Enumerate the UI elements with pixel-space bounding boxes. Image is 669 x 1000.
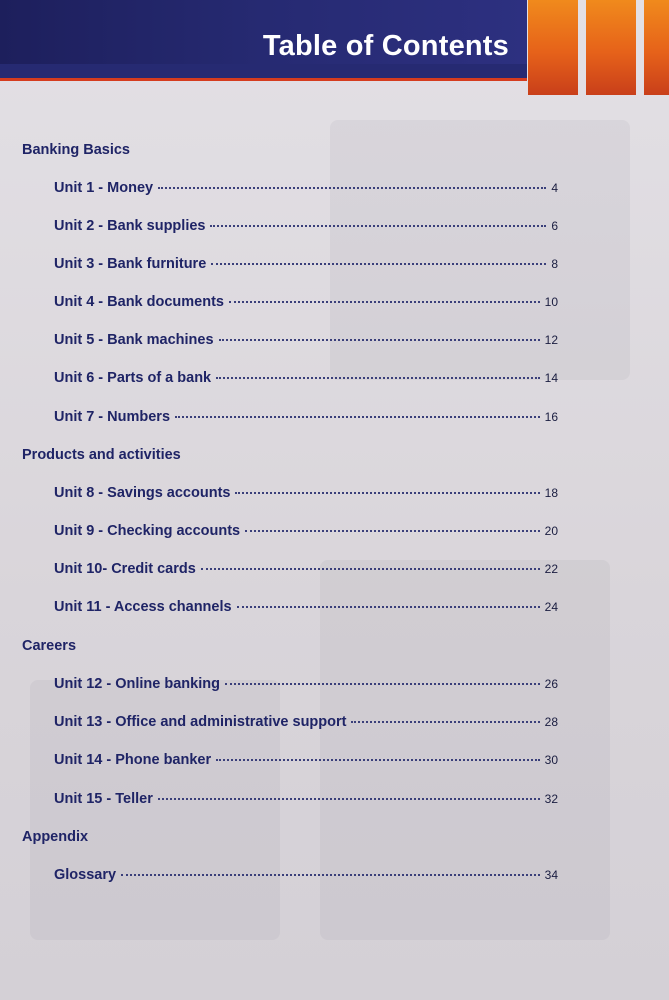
orange-accent-bar	[528, 0, 578, 95]
toc-entry[interactable]	[54, 676, 558, 694]
toc-entry-label: Unit 9 - Checking accounts	[54, 523, 241, 539]
header-red-stripe	[0, 78, 527, 81]
dot-leader	[237, 606, 540, 608]
page-title: Table of Contents	[262, 30, 509, 62]
toc-entry-page: 10	[544, 295, 558, 309]
section-heading: Products and activities	[22, 447, 181, 463]
toc-entry[interactable]	[54, 370, 558, 388]
section-heading: Appendix	[22, 829, 89, 845]
toc-entry[interactable]	[54, 752, 558, 770]
toc-entry-label: Unit 7 - Numbers	[54, 409, 171, 425]
dot-leader	[201, 568, 540, 570]
dot-leader	[210, 225, 546, 227]
toc-entry-page: 16	[544, 410, 558, 424]
toc-entry-page: 12	[544, 333, 558, 347]
toc-entry[interactable]	[54, 256, 558, 274]
dot-leader	[216, 759, 540, 761]
toc-entry-page: 18	[544, 486, 558, 500]
dot-leader	[216, 377, 540, 379]
toc-entry-page: 14	[544, 371, 558, 385]
toc-entry[interactable]	[54, 409, 558, 427]
toc-entry-page: 30	[544, 753, 558, 767]
toc-entry-page: 26	[544, 677, 558, 691]
toc-entry[interactable]	[54, 523, 558, 541]
toc-entry-label: Unit 6 - Parts of a bank	[54, 370, 212, 386]
section-heading: Banking Basics	[22, 142, 130, 158]
toc-entry-page: 20	[544, 524, 558, 538]
toc-entry[interactable]	[54, 218, 558, 236]
toc-entry-page: 8	[551, 257, 558, 271]
toc-entry[interactable]	[54, 180, 558, 198]
dot-leader	[225, 683, 540, 685]
dot-leader	[121, 874, 540, 876]
toc-entry-label: Unit 8 - Savings accounts	[54, 485, 231, 501]
toc-entry-page: 34	[544, 868, 558, 882]
toc-entry-label: Unit 13 - Office and administrative support	[54, 714, 347, 730]
dot-leader	[235, 492, 539, 494]
toc-entry-page: 24	[544, 600, 558, 614]
dot-leader	[351, 721, 539, 723]
toc-entry-label: Unit 12 - Online banking	[54, 676, 220, 692]
toc-entry-label: Unit 3 - Bank furniture	[54, 256, 207, 272]
dot-leader	[175, 416, 540, 418]
toc-entry-label: Unit 10- Credit cards	[54, 561, 196, 577]
dot-leader	[158, 187, 546, 189]
toc-entry-label: Unit 4 - Bank documents	[54, 294, 224, 310]
toc-entry[interactable]	[54, 485, 558, 503]
toc-entry-label: Unit 2 - Bank supplies	[54, 218, 206, 234]
toc-entry-label: Unit 1 - Money	[54, 180, 154, 196]
orange-accent-bar	[644, 0, 669, 95]
dot-leader	[219, 339, 540, 341]
toc-entry[interactable]	[54, 332, 558, 350]
toc-entry-page: 28	[544, 715, 558, 729]
toc-entry[interactable]	[54, 599, 558, 617]
toc-entry-label: Glossary	[54, 867, 117, 883]
toc-entry[interactable]	[54, 294, 558, 312]
dot-leader	[245, 530, 540, 532]
toc-entry[interactable]	[54, 714, 558, 732]
toc-entry-label: Unit 11 - Access channels	[54, 599, 232, 615]
toc-entry-page: 6	[551, 219, 558, 233]
section-heading: Careers	[22, 638, 77, 654]
toc-entry-label: Unit 5 - Bank machines	[54, 332, 214, 348]
dot-leader	[158, 798, 540, 800]
toc-entry[interactable]	[54, 791, 558, 809]
dot-leader	[229, 301, 540, 303]
toc-entry-label: Unit 15 - Teller	[54, 791, 153, 807]
toc-entry-page: 32	[544, 792, 558, 806]
orange-accent-bar	[586, 0, 636, 95]
toc-entry[interactable]	[54, 561, 558, 579]
toc-entry-label: Unit 14 - Phone banker	[54, 752, 212, 768]
dot-leader	[211, 263, 546, 265]
toc-entry[interactable]	[54, 867, 558, 885]
toc-entry-page: 4	[551, 181, 558, 195]
toc-entry-page: 22	[544, 562, 558, 576]
